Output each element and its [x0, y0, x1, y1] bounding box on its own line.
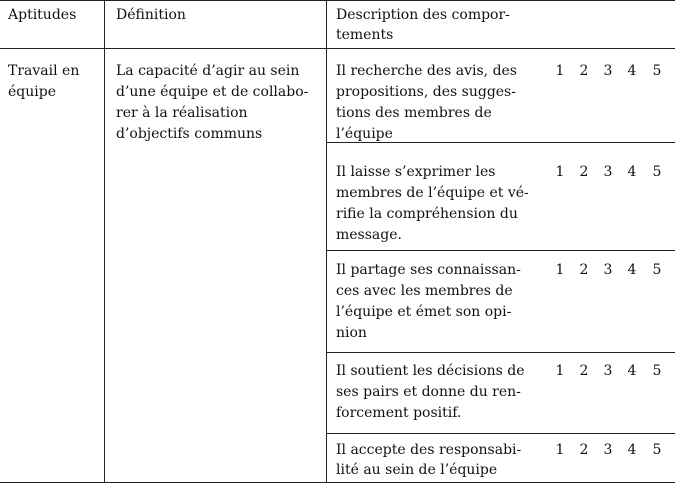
rating-option-5[interactable]: 5 [652, 164, 662, 180]
definition-line: La capacité d’agir au sein [116, 63, 300, 79]
definition-line: d’objectifs communs [116, 126, 263, 142]
rating-option-5[interactable]: 5 [652, 63, 662, 79]
rating-option-4[interactable]: 4 [627, 63, 637, 79]
rating-option-1[interactable]: 1 [555, 363, 565, 379]
rating-option-4[interactable]: 4 [627, 262, 637, 278]
behavior-line: tions des membres de [336, 105, 492, 121]
behavior-line: Il accepte des responsabi- [336, 442, 522, 458]
behavior-line: nion [336, 325, 367, 341]
behavior-line: ces avec les membres de [336, 283, 513, 299]
behavior-line: l’équipe et émet son opi- [336, 304, 512, 320]
definition-line: d’une équipe et de collabo- [116, 84, 309, 100]
table-bottom-rule [0, 482, 675, 483]
behavior-line: propositions, des sugges- [336, 84, 516, 100]
row-rule-2 [326, 250, 675, 251]
rating-option-1[interactable]: 1 [555, 442, 565, 458]
rating-option-3[interactable]: 3 [603, 363, 613, 379]
rating-option-2[interactable]: 2 [579, 164, 589, 180]
row-rule-4 [326, 433, 675, 434]
rating-option-1[interactable]: 1 [555, 262, 565, 278]
rating-option-5[interactable]: 5 [652, 363, 662, 379]
rating-option-3[interactable]: 3 [603, 262, 613, 278]
header-description-line2: tements [336, 27, 394, 43]
rating-option-4[interactable]: 4 [627, 442, 637, 458]
rating-option-3[interactable]: 3 [603, 63, 613, 79]
behavior-line: rifie la compréhension du [336, 206, 518, 222]
rating-option-3[interactable]: 3 [603, 442, 613, 458]
aptitude-line2: équipe [8, 84, 56, 100]
header-description-line1: Description des compor- [336, 7, 510, 23]
col-divider-1 [104, 0, 105, 483]
rating-option-2[interactable]: 2 [579, 442, 589, 458]
rating-option-2[interactable]: 2 [579, 63, 589, 79]
rating-option-5[interactable]: 5 [652, 262, 662, 278]
rating-option-1[interactable]: 1 [555, 164, 565, 180]
definition-line: rer à la réalisation [116, 105, 248, 121]
col-divider-2 [326, 0, 327, 483]
header-definition: Définition [116, 7, 186, 23]
rating-option-4[interactable]: 4 [627, 363, 637, 379]
behavior-line: ses pairs et donne du ren- [336, 384, 521, 400]
rating-option-2[interactable]: 2 [579, 363, 589, 379]
rating-option-3[interactable]: 3 [603, 164, 613, 180]
behavior-line: Il partage ses connaissan- [336, 262, 521, 278]
aptitude-line1: Travail en [8, 63, 80, 79]
behavior-line: membres de l’équipe et vé- [336, 185, 529, 201]
row-rule-3 [326, 352, 675, 353]
behavior-line: Il laisse s’exprimer les [336, 164, 496, 180]
behavior-line: Il soutient les décisions de [336, 363, 525, 379]
behavior-line: forcement positif. [336, 405, 462, 421]
behavior-line: Il recherche des avis, des [336, 63, 517, 79]
behavior-line: message. [336, 227, 402, 243]
header-aptitudes: Aptitudes [8, 7, 77, 23]
behavior-line: l’équipe [336, 126, 393, 142]
rating-option-2[interactable]: 2 [579, 262, 589, 278]
rating-option-5[interactable]: 5 [652, 442, 662, 458]
table-top-rule [0, 0, 675, 1]
behavior-line: lité au sein de l’équipe [336, 462, 498, 478]
rating-option-1[interactable]: 1 [555, 63, 565, 79]
rating-option-4[interactable]: 4 [627, 164, 637, 180]
header-bottom-rule [0, 48, 675, 49]
